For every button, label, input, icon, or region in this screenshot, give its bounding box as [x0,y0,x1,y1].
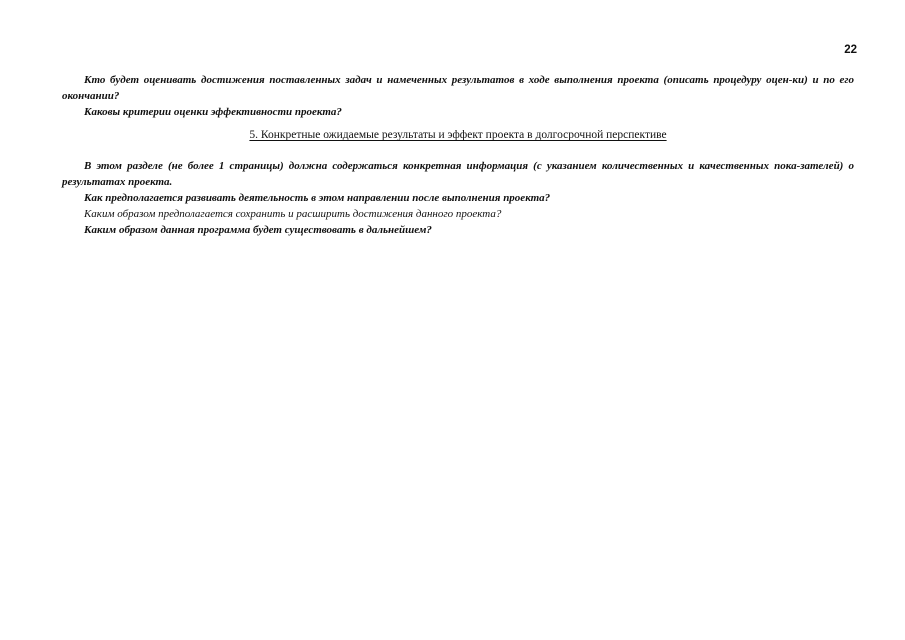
page-number: 22 [844,44,857,56]
section-5-body [62,158,854,238]
section-5-intro: В этом разделе (не более 1 страницы) должна содержаться конкретная информация (с указанием количественных и качественных пока-зателей) о результатах проекта. [62,160,854,188]
section-5-question-develop: Как предполагается развивать деятельность в этом направлении после выполнения проекта? [84,192,551,204]
section-5-heading: 5. Конкретные ожидаемые результаты и эффект проекта в долгосрочной перспективе [249,129,667,141]
evaluation-questions [62,72,854,120]
section-5-question-future: Каким образом данная программа будет существовать в дальнейшем? [84,224,432,236]
evaluation-criteria-question: Каковы критерии оценки эффективности проекта? [84,106,342,118]
evaluation-who-question: Кто будет оценивать достижения поставленных задач и намеченных результатов в ходе выполнения проекта (описать процедуру оцен-ки) и по его окончании? [62,74,854,102]
section-5-question-preserve: Каким образом предполагается сохранить и расширить достижения данного проекта? [84,208,502,220]
